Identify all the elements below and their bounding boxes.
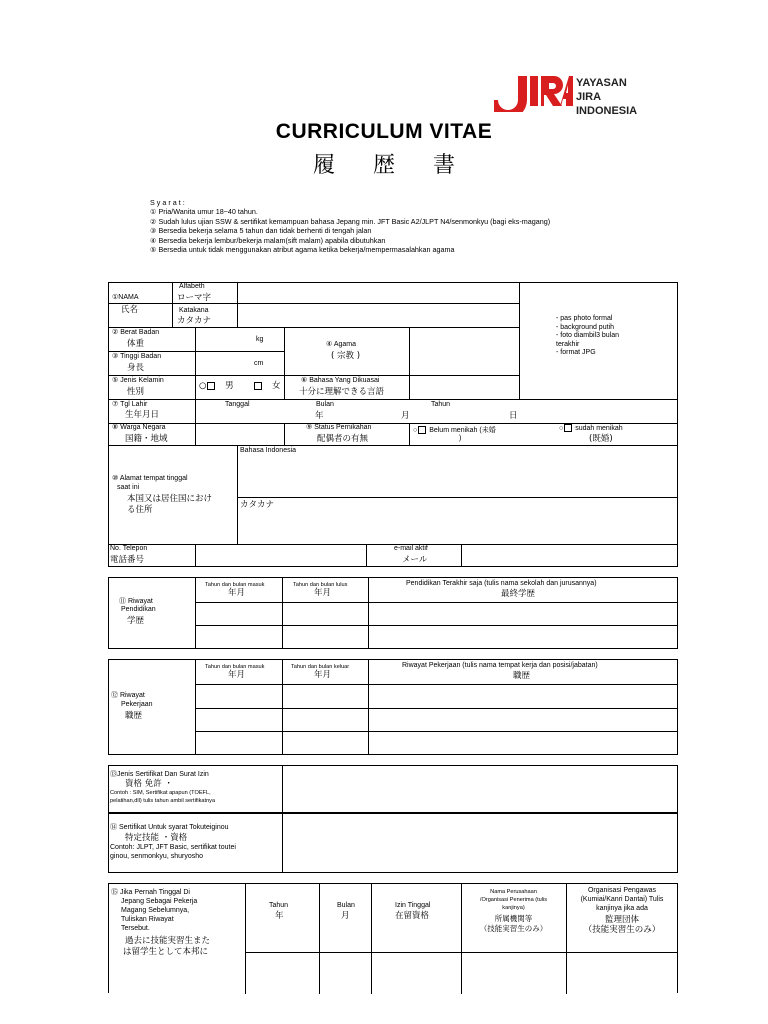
- keluar-label-jp: 年月: [314, 670, 332, 680]
- kelamin-label-jp: 性別: [127, 387, 145, 397]
- alamat-label-jp2: る住所: [127, 505, 153, 515]
- stay-tahun-label: Tahun: [269, 902, 289, 909]
- warga-label-jp: 国籍・地域: [125, 434, 168, 444]
- sudah-label: sudah menikah: [575, 424, 623, 432]
- perusahaan-label-2: /Organisasi Penerima (tulis: [479, 897, 548, 903]
- logo-line1: YAYASAN JIRA: [576, 77, 627, 103]
- bahasa-label-jp: 十分に理解できる言語: [299, 387, 385, 397]
- education-label-jp: 学歴: [127, 616, 145, 626]
- requirement-item: ① Pria/Wanita umur 18~40 tahun.: [150, 207, 258, 217]
- agama-label: ④ Agama: [326, 341, 357, 348]
- education-table: [108, 577, 678, 649]
- male-checkbox-icon: [207, 382, 215, 390]
- belum-checkbox-icon: [418, 426, 426, 434]
- work-masuk-label-jp: 年月: [228, 670, 246, 680]
- tahun-label: Tahun: [431, 401, 451, 408]
- lulus-label: Tahun dan bulan lulus: [293, 582, 348, 588]
- berat-label-jp: 体重: [127, 339, 145, 349]
- nama-label: ①NAMA: [112, 294, 139, 301]
- stay-table: [108, 883, 678, 993]
- gender-options: [199, 381, 281, 391]
- requirement-item: ⑤ Bersedia untuk tidak menggunakan atribut agama ketika bekerja/mempermasalahkan agama: [150, 245, 455, 255]
- kelamin-label: ⑤ Jenis Kelamin: [112, 377, 164, 384]
- requirement-item: ② Sudah lulus ujian SSW & sertifikat kemampuan bahasa Jepang min. JFT Basic A2/JLPT N4/senmonkyu (bagi eks-magang): [150, 216, 551, 226]
- perusahaan-label-jp-1: 所属機関等: [494, 914, 533, 923]
- lahir-label: ⑦ Tgl Lahir: [112, 401, 148, 408]
- bulan-label: Bulan: [316, 401, 334, 408]
- perusahaan-label-3: kanjinya): [502, 905, 525, 911]
- cert-label-jp: 資格 免許 ・: [125, 779, 173, 789]
- status-label-jp: 配偶者の有無: [317, 434, 369, 444]
- cert-example-1: Contoh : SIM, Sertifikat apapun (TOEFL,: [110, 790, 211, 796]
- stay-label-jp-1: 過去に技能実習生また: [125, 936, 211, 946]
- hi-label: 日: [509, 411, 518, 421]
- telepon-label-jp: 電話番号: [110, 555, 145, 565]
- cert-example-2: pelatihan,dll) tulis tahun ambil sertifikatnya: [110, 798, 216, 804]
- agama-label-jp: ( 宗教 ): [331, 351, 361, 361]
- katakana-label: Katakana: [179, 307, 209, 314]
- tinggi-label-jp: 身長: [127, 363, 145, 373]
- photo-note: - pas photo formal: [556, 315, 613, 322]
- stay-bulan-label: Bulan: [337, 902, 355, 909]
- keluar-label: Tahun dan bulan keluar: [291, 664, 350, 670]
- male-radio[interactable]: ○: [199, 381, 216, 391]
- cert-label: ⑬Jenis Sertifikat Dan Surat Izin: [110, 771, 209, 778]
- photo-note: - format JPG: [556, 349, 596, 356]
- tokutei-example-1: Contoh: JLPT, JFT Basic, sertifikat toutei: [110, 844, 236, 851]
- belum-close: ): [459, 435, 462, 442]
- sudah-checkbox-icon: [564, 424, 572, 432]
- perusahaan-label-jp-2: （技能実習生のみ）: [479, 924, 548, 933]
- terakhir-label-jp: 最終学歴: [501, 589, 536, 599]
- masuk-label: Tahun dan bulan masuk: [205, 582, 265, 588]
- tanggal-label: Tanggal: [225, 401, 250, 408]
- alamat-label: ⑩ Alamat tempat tinggal: [112, 475, 188, 482]
- masuk-label-jp: 年月: [228, 588, 246, 598]
- lahir-label-jp: 生年月日: [125, 410, 160, 420]
- tokutei-table: [108, 813, 678, 873]
- education-label: ⑪ Riwayat: [119, 598, 153, 605]
- tokutei-label: ⑭ Sertifikat Untuk syarat Tokuteiginou: [110, 824, 229, 831]
- tokutei-label-jp: 特定技能 ・資格: [125, 833, 188, 843]
- izin-label-jp: 在留資格: [395, 911, 430, 921]
- pengawas-label-jp-2: （技能実習生のみ）: [583, 925, 661, 935]
- work-label-jp: 職歴: [125, 711, 143, 721]
- pengawas-label-jp-1: 監理団体: [604, 915, 639, 925]
- stay-label-jp-2: は留学生として本邦に: [123, 947, 209, 957]
- stay-tahun-label-jp: 年: [275, 911, 284, 921]
- tinggi-unit: cm: [254, 360, 264, 367]
- male-label: 男: [225, 381, 234, 391]
- katakana-label-jp: カタカナ: [177, 316, 212, 326]
- alamat-label-2: saat ini: [117, 484, 140, 491]
- cert-table: [108, 765, 678, 813]
- requirement-item: ④ Bersedia bekerja lembur/bekerja malam(sift malam) apabila dibutuhkan: [150, 235, 386, 245]
- name-alfabeth-field[interactable]: [239, 286, 517, 301]
- email-label: e-mail aktif: [394, 545, 428, 552]
- work-masuk-label: Tahun dan bulan masuk: [205, 664, 265, 670]
- tinggi-label: ③ Tinggi Badan: [112, 353, 162, 360]
- belum-label: Belum menikah (未婚: [429, 426, 496, 434]
- belum-option[interactable]: ○ Belum menikah (未婚: [413, 426, 496, 434]
- work-label: ⑫ Riwayat: [111, 692, 145, 699]
- tokutei-example-2: ginou, senmonkyu, shuryosho: [110, 853, 203, 860]
- sudah-label-jp: (既婚): [589, 434, 613, 444]
- requirements-heading: S y a r a t :: [150, 198, 185, 207]
- work-label-2: Pekerjaan: [121, 701, 153, 708]
- stay-label-4: Tuliskan Riwayat: [121, 916, 174, 923]
- stay-label-3: Magang Sebelumnya,: [121, 907, 190, 914]
- bahasa-label: ⑥ Bahasa Yang Dikuasai: [301, 377, 380, 384]
- education-label-2: Pendidikan: [121, 606, 156, 613]
- telepon-label: No. Telepon: [110, 545, 148, 552]
- perusahaan-label-1: Nama Perusahaan: [490, 889, 537, 895]
- izin-label: Izin Tinggal: [395, 902, 431, 909]
- jira-logo-mark-icon: [494, 70, 574, 112]
- berat-label: ② Berat Badan: [112, 329, 160, 336]
- stay-label-1: ⑮ Jika Pernah Tinggal Di: [111, 889, 190, 896]
- pengawas-label-2: (Kumiai/Kanri Dantai) Tulis: [580, 896, 664, 903]
- logo-line2: INDONESIA: [576, 105, 638, 117]
- bahasa-indonesia-label: Bahasa Indonesia: [240, 447, 297, 454]
- nama-label-jp: 氏名: [121, 305, 139, 315]
- nen-label: 年: [315, 411, 324, 421]
- page-title: CURRICULUM VITAE: [275, 120, 493, 143]
- female-label: 女: [272, 381, 281, 391]
- photo-note: - foto diambil3 bulan: [556, 332, 620, 339]
- email-label-jp: メール: [402, 555, 428, 565]
- requirements: [150, 198, 550, 254]
- riwayat-label: Riwayat Pekerjaan (tulis nama tempat kerja dan posisi/jabatan): [402, 662, 598, 669]
- jira-logo: [494, 66, 649, 117]
- lulus-label-jp: 年月: [314, 588, 332, 598]
- name-katakana-field[interactable]: [239, 306, 517, 325]
- stay-label-5: Tersebut.: [121, 925, 150, 932]
- photo-area[interactable]: [556, 315, 619, 358]
- stay-label-2: Jepang Sebagai Pekerja: [121, 898, 198, 905]
- terakhir-label: Pendidikan Terakhir saja (tulis nama sekolah dan jurusannya): [406, 580, 597, 587]
- pengawas-label-3: kanjinya jika ada: [596, 905, 648, 912]
- work-table: [108, 659, 678, 755]
- sudah-option[interactable]: ○ sudah menikah: [559, 424, 623, 432]
- tsuki-label: 月: [401, 411, 410, 421]
- requirement-item: ③ Bersedia bekerja selama 5 tahun dan tidak berhenti di tengah jalan: [150, 226, 372, 236]
- katakana-address-label: カタカナ: [240, 500, 275, 510]
- stay-bulan-label-jp: 月: [341, 911, 350, 921]
- berat-unit: kg: [256, 336, 264, 343]
- warga-label: ⑧ Warga Negara: [112, 424, 166, 431]
- pengawas-label-1: Organisasi Pengawas: [587, 887, 657, 894]
- photo-note: - background putih: [556, 323, 614, 331]
- status-label: ⑨ Status Pernikahan: [306, 424, 372, 431]
- riwayat-label-jp: 職歴: [513, 671, 531, 681]
- alfabeth-label: Alfabeth: [179, 283, 205, 290]
- page-title-jp: 履歴書: [312, 153, 493, 178]
- alamat-label-jp1: 本国又は居住国におけ: [127, 494, 213, 504]
- female-checkbox-icon[interactable]: [254, 382, 262, 390]
- personal-table: [108, 282, 678, 567]
- photo-note: terakhir: [556, 340, 580, 348]
- romaji-label: ローマ字: [177, 293, 212, 303]
